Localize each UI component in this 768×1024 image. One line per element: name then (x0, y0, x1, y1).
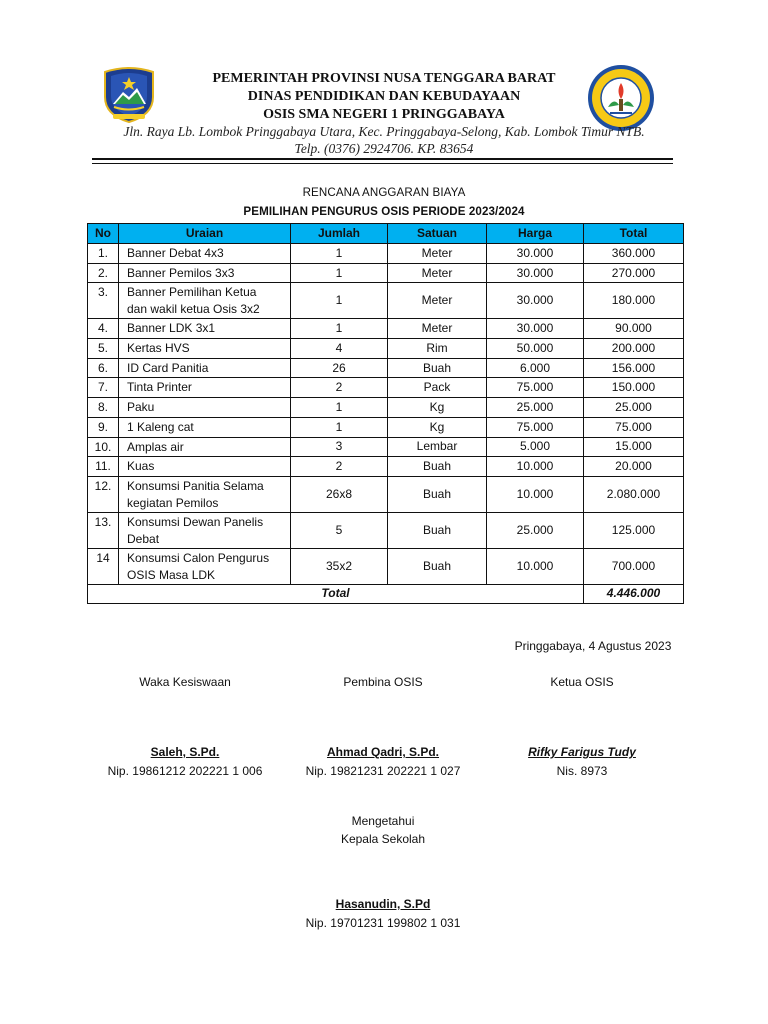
cell-no: 10. (88, 437, 119, 457)
table-row (88, 319, 684, 339)
table-row (88, 378, 684, 398)
cell-total: 125.000 (584, 512, 684, 548)
cell-total: 15.000 (584, 437, 684, 457)
cell-no: 11. (88, 457, 119, 477)
cell-total: 180.000 (584, 283, 684, 319)
cell-no: 7. (88, 378, 119, 398)
cell-satuan: Meter (388, 319, 487, 339)
letterhead-divider (92, 158, 673, 164)
cell-harga: 30.000 (487, 263, 584, 283)
signature-right-name: Rifky Farigus Tudy (528, 745, 636, 759)
cell-harga: 50.000 (487, 339, 584, 359)
cell-total: 75.000 (584, 417, 684, 437)
signature-left-name: Saleh, S.Pd. (150, 745, 220, 759)
cell-satuan: Meter (388, 263, 487, 283)
cell-jumlah: 2 (291, 457, 388, 477)
cell-jumlah: 2 (291, 378, 388, 398)
cell-uraian: Banner Pemilihan Ketua dan wakil ketua Osis 3x2 (119, 283, 291, 319)
cell-harga: 75.000 (487, 417, 584, 437)
cell-uraian: ID Card Panitia (119, 358, 291, 378)
total-value: 4.446.000 (584, 584, 684, 603)
signature-left-role: Waka Kesiswaan (139, 675, 231, 689)
cell-total: 270.000 (584, 263, 684, 283)
table-row (88, 548, 684, 584)
place-date: Pringgabaya, 4 Agustus 2023 (514, 639, 672, 653)
cell-harga: 25.000 (487, 512, 584, 548)
cell-satuan: Buah (388, 358, 487, 378)
cell-jumlah: 26 (291, 358, 388, 378)
signature-middle-id: Nip. 19821231 202221 1 027 (305, 764, 461, 778)
signature-middle-role: Pembina OSIS (343, 675, 423, 689)
cell-total: 150.000 (584, 378, 684, 398)
cell-jumlah: 1 (291, 319, 388, 339)
cell-uraian: Kertas HVS (119, 339, 291, 359)
cell-jumlah: 1 (291, 417, 388, 437)
table-row (88, 283, 684, 319)
cell-no: 1. (88, 244, 119, 264)
cell-harga: 30.000 (487, 319, 584, 339)
cell-total: 2.080.000 (584, 476, 684, 512)
letterhead-phone: Telp. (0376) 2924706. KP. 83654 (294, 141, 474, 156)
table-total-row (88, 584, 684, 603)
cell-jumlah: 4 (291, 339, 388, 359)
cell-harga: 30.000 (487, 244, 584, 264)
cell-harga: 6.000 (487, 358, 584, 378)
cell-no: 13. (88, 512, 119, 548)
cell-uraian: Banner Pemilos 3x3 (119, 263, 291, 283)
table-header-row (88, 224, 684, 244)
column-header-uraian: Uraian (119, 224, 291, 244)
cell-harga: 10.000 (487, 548, 584, 584)
column-header-harga: Harga (487, 224, 584, 244)
cell-no: 3. (88, 283, 119, 319)
cell-uraian: Kuas (119, 457, 291, 477)
cell-no: 5. (88, 339, 119, 359)
cell-satuan: Kg (388, 398, 487, 418)
table-row (88, 244, 684, 264)
column-header-jumlah: Jumlah (291, 224, 388, 244)
table-row (88, 417, 684, 437)
acknowledged-label: Mengetahui (351, 814, 415, 828)
cell-jumlah: 5 (291, 512, 388, 548)
cell-no: 4. (88, 319, 119, 339)
cell-uraian: Paku (119, 398, 291, 418)
document-title: RENCANA ANGGARAN BIAYA (302, 186, 466, 199)
cell-harga: 25.000 (487, 398, 584, 418)
table-row (88, 339, 684, 359)
signature-right-role: Ketua OSIS (550, 675, 614, 689)
table-row (88, 398, 684, 418)
letterhead-school: OSIS SMA NEGERI 1 PRINGGABAYA (263, 107, 505, 122)
acknowledged-role: Kepala Sekolah (340, 832, 426, 846)
cell-uraian: Amplas air (119, 437, 291, 457)
cell-no: 9. (88, 417, 119, 437)
table-row (88, 512, 684, 548)
column-header-satuan: Satuan (388, 224, 487, 244)
cell-jumlah: 1 (291, 263, 388, 283)
total-label: Total (88, 584, 584, 603)
signature-middle-name: Ahmad Qadri, S.Pd. (326, 745, 440, 759)
cell-jumlah: 35x2 (291, 548, 388, 584)
cell-satuan: Meter (388, 283, 487, 319)
cell-satuan: Buah (388, 476, 487, 512)
cell-no: 6. (88, 358, 119, 378)
cell-satuan: Rim (388, 339, 487, 359)
table-row (88, 437, 684, 457)
cell-harga: 75.000 (487, 378, 584, 398)
cell-uraian: Tinta Printer (119, 378, 291, 398)
cell-total: 200.000 (584, 339, 684, 359)
document-subtitle: PEMILIHAN PENGURUS OSIS PERIODE 2023/2024 (243, 205, 525, 218)
cell-uraian: Konsumsi Dewan Panelis Debat (119, 512, 291, 548)
table-body (88, 244, 684, 585)
table-row (88, 476, 684, 512)
cell-total: 25.000 (584, 398, 684, 418)
budget-table (87, 223, 684, 604)
letterhead-department: DINAS PENDIDIKAN DAN KEBUDAYAAN (247, 89, 521, 104)
cell-total: 90.000 (584, 319, 684, 339)
column-header-no: No (88, 224, 119, 244)
cell-satuan: Pack (388, 378, 487, 398)
cell-satuan: Kg (388, 417, 487, 437)
cell-total: 156.000 (584, 358, 684, 378)
cell-total: 360.000 (584, 244, 684, 264)
cell-satuan: Buah (388, 512, 487, 548)
cell-uraian: 1 Kaleng cat (119, 417, 291, 437)
cell-total: 20.000 (584, 457, 684, 477)
signature-left-id: Nip. 19861212 202221 1 006 (107, 764, 263, 778)
cell-harga: 10.000 (487, 476, 584, 512)
letterhead-address: Jln. Raya Lb. Lombok Pringgabaya Utara, Kec. Pringgabaya-Selong, Kab. Lombok Timur NTB. (123, 124, 645, 139)
cell-uraian: Banner Debat 4x3 (119, 244, 291, 264)
table-row (88, 263, 684, 283)
cell-jumlah: 1 (291, 398, 388, 418)
cell-jumlah: 1 (291, 244, 388, 264)
column-header-total: Total (584, 224, 684, 244)
cell-satuan: Buah (388, 548, 487, 584)
cell-satuan: Buah (388, 457, 487, 477)
cell-no: 8. (88, 398, 119, 418)
table-row (88, 457, 684, 477)
cell-harga: 5.000 (487, 437, 584, 457)
cell-no: 14 (88, 548, 119, 584)
letterhead-government: PEMERINTAH PROVINSI NUSA TENGGARA BARAT (212, 71, 556, 86)
cell-jumlah: 1 (291, 283, 388, 319)
acknowledged-id: Nip. 19701231 199802 1 031 (305, 916, 461, 930)
table-row (88, 358, 684, 378)
cell-uraian: Konsumsi Panitia Selama kegiatan Pemilos (119, 476, 291, 512)
cell-no: 12. (88, 476, 119, 512)
cell-satuan: Lembar (388, 437, 487, 457)
cell-uraian: Banner LDK 3x1 (119, 319, 291, 339)
cell-total: 700.000 (584, 548, 684, 584)
cell-uraian: Konsumsi Calon Pengurus OSIS Masa LDK (119, 548, 291, 584)
cell-no: 2. (88, 263, 119, 283)
cell-satuan: Meter (388, 244, 487, 264)
cell-jumlah: 3 (291, 437, 388, 457)
cell-harga: 10.000 (487, 457, 584, 477)
acknowledged-name: Hasanudin, S.Pd (335, 897, 431, 911)
signature-right-id: Nis. 8973 (556, 764, 608, 778)
cell-jumlah: 26x8 (291, 476, 388, 512)
cell-harga: 30.000 (487, 283, 584, 319)
